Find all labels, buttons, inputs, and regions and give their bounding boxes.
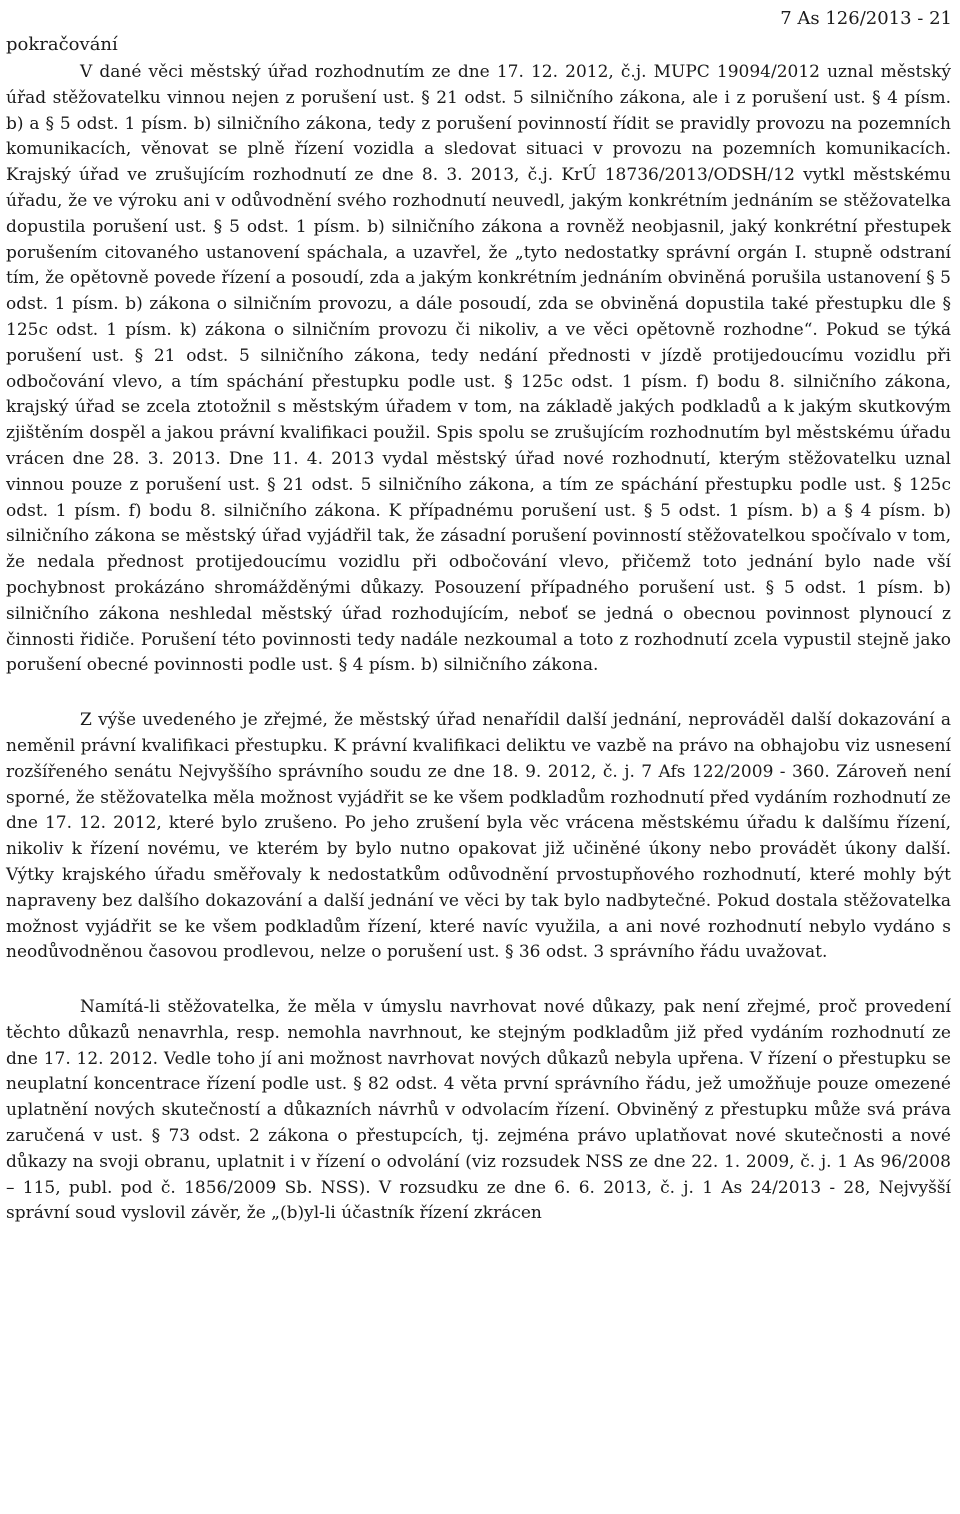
- page-header: [6, 8, 952, 55]
- paragraph: Z výše uvedeného je zřejmé, že městský úřad nenařídil další jednání, neprováděl další dokazování a neměnil právní kvalifikaci přestupku. K právní kvalifikaci deliktu ve vazbě na právo na obhajobu viz usnesení rozšířeného senátu Nejvyššího správního soudu ze dne 18. 9. 2012, č. j. 7 Afs 122/2009 - 360. Zároveň není sporné, že stěžovatelka měla možnost vyjádřit se ke všem podkladům rozhodnutí před vydáním rozhodnutí ze dne 17. 12. 2012, které bylo zrušeno. Po jeho zrušení byla věc vrácena městskému úřadu k dalšímu řízení, nikoliv k řízení novému, ve kterém by bylo nutno opakovat již učiněné úkony nebo provádět úkony další. Výtky krajského úřadu směřovaly k nedostatkům odůvodnění prvostupňového rozhodnutí, které mohly být napraveny bez dalšího dokazování a další jednání ve věci by tak bylo nadbytečné. Pokud dostala stěžovatelka možnost vyjádřit se ke všem podkladům řízení, které navíc využila, a ani nové rozhodnutí nebylo vydáno s neodůvodněnou časovou prodlevou, nelze o porušení ust. § 36 odst. 3 správního řádu uvažovat.: [6, 710, 951, 963]
- case-number: 7 As 126/2013 - 21: [780, 8, 952, 29]
- paragraph: Namítá-li stěžovatelka, že měla v úmyslu navrhovat nové důkazy, pak není zřejmé, proč provedení těchto důkazů nenavrhla, resp. nemohla navrhnout, ke stejným podkladům již před vydáním rozhodnutí ze dne 17. 12. 2012. Vedle toho jí ani možnost navrhovat nových důkazů nebyla upřena. V řízení o přestupku se neuplatní koncentrace řízení podle ust. § 82 odst. 4 věta první správního řádu, jež umožňuje pouze omezené uplatnění nových skutečností a důkazních návrhů v odvolacím řízení. Obviněný z přestupku může svá práva zaručená v ust. § 73 odst. 2 zákona o přestupcích, tj. zejména právo uplatňovat nové skutečnosti a nové důkazy na svoji obranu, uplatnit i v řízení o odvolání (viz rozsudek NSS ze dne 22. 1. 2009, č. j. 1 As 96/2008 – 115, publ. pod č. 1856/2009 Sb. NSS). V rozsudku ze dne 6. 6. 2013, č. j. 1 As 24/2013 - 28, Nejvyšší správní soud vyslovil závěr, že „(b)yl-li účastník řízení zkrácen: [6, 997, 951, 1224]
- document-body: [6, 60, 951, 1227]
- paragraph: V dané věci městský úřad rozhodnutím ze dne 17. 12. 2012, č.j. MUPC 19094/2012 uznal městský úřad stěžovatelku vinnou nejen z porušení ust. § 21 odst. 5 silničního zákona, ale i z porušení ust. § 4 písm. b) a § 5 odst. 1 písm. b) silničního zákona, tedy z porušení povinností řídit se pravidly provozu na pozemních komunikacích, věnovat se plně řízení vozidla a sledovat situaci v provozu na pozemních komunikacích. Krajský úřad ve zrušujícím rozhodnutí ze dne 8. 3. 2013, č.j. KrÚ 18736/2013/ODSH/12 vytkl městskému úřadu, že ve výroku ani v odůvodnění svého rozhodnutí neuvedl, jakým konkrétním jednáním se stěžovatelka dopustila porušení ust. § 5 odst. 1 písm. b) silničního zákona a rovněž neobjasnil, jaký konkrétní přestupek porušením citovaného ustanovení spáchala, a uzavřel, že „tyto nedostatky správní orgán I. stupně odstraní tím, že opětovně povede řízení a posoudí, zda a jakým konkrétním jednáním obviněná porušila ustanovení § 5 odst. 1 písm. b) zákona o silničním provozu, a dále posoudí, zda se obviněná dopustila také přestupku dle § 125c odst. 1 písm. k) zákona o silničním provozu či nikoliv, a ve věci opětovně rozhodne“. Pokud se týká porušení ust. § 21 odst. 5 silničního zákona, tedy nedání přednosti v jízdě protijedoucímu vozidlu při odbočování vlevo, a tím spáchání přestupku podle ust. § 125c odst. 1 písm. f) bodu 8. silničního zákona, krajský úřad se zcela ztotožnil s městským úřadem v tom, na základě jakých podkladů a k jakým skutkovým zjištěním dospěl a jakou právní kvalifikaci použil. Spis spolu se zrušujícím rozhodnutím byl městskému úřadu vrácen dne 28. 3. 2013. Dne 11. 4. 2013 vydal městský úřad nové rozhodnutí, kterým stěžovatelku uznal vinnou pouze z porušení ust. § 21 odst. 5 silničního zákona, a tím ze spáchání přestupku podle ust. § 125c odst. 1 písm. f) bodu 8. silničního zákona. K případnému porušení ust. § 5 odst. 1 písm. b) a § 4 písm. b) silničního zákona se městský úřad vyjádřil tak, že zásadní porušení povinností stěžovatelkou spočívalo v tom, že nedala přednost protijedoucímu vozidlu při odbočování vlevo, přičemž toto jednání bylo nade vší pochybnost prokázáno shromážděnými důkazy. Posouzení případného porušení ust. § 5 odst. 1 písm. b) silničního zákona neshledal městský úřad rozhodujícím, neboť se jedná o obecnou povinnost plynoucí z činnosti řidiče. Porušení této povinnosti tedy nadále nezkoumal a toto z rozhodnutí zcela vypustil stejně jako porušení obecné povinnosti podle ust. § 4 písm. b) silničního zákona.: [6, 62, 951, 676]
- continuation-label: pokračování: [6, 34, 118, 55]
